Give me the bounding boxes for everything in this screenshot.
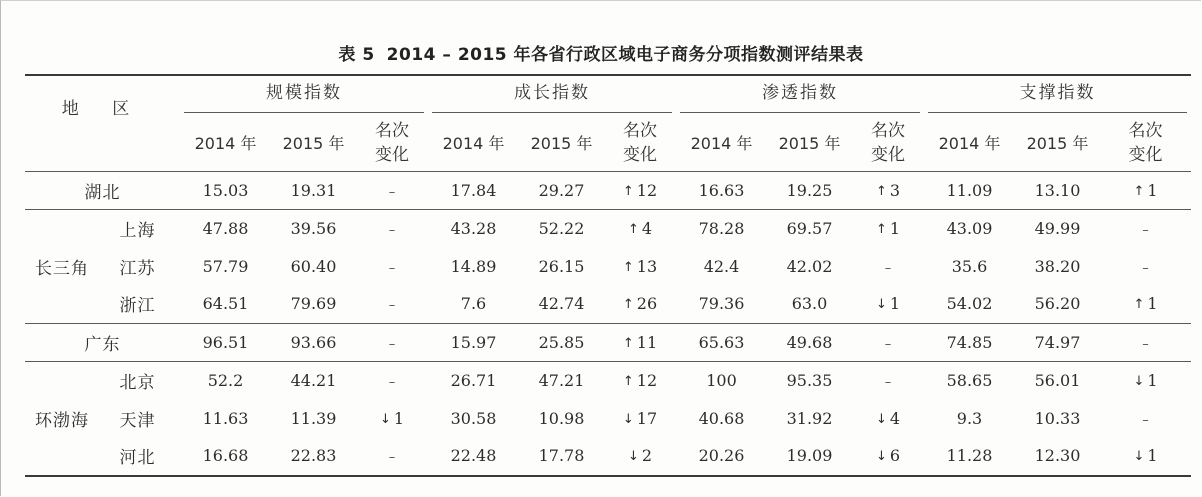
group-header-support-label: 支撑指数 — [928, 78, 1187, 113]
value-2014-scale: 16.68 — [202, 446, 249, 466]
group-header-growth — [428, 75, 676, 115]
value-2015-penetration: 95.35 — [786, 371, 833, 391]
rank-change-value: 17 — [636, 408, 658, 428]
rank-change-none: – — [388, 298, 396, 314]
rank-change-value: 4 — [889, 408, 901, 428]
subheader-rank-change-scale — [356, 115, 428, 171]
group-header-scale-label: 规模指数 — [184, 78, 424, 113]
rank-change-none: – — [1142, 260, 1149, 276]
table-row — [25, 248, 1191, 286]
arrow-down-icon: ↓ — [875, 297, 887, 313]
subheader-rank-change-support — [1100, 115, 1191, 171]
rank-change-line2: 变化 — [1128, 144, 1163, 165]
arrow-up-icon: ↑ — [875, 183, 887, 199]
region-name: 江苏 — [119, 258, 156, 279]
rank-change-penetration — [852, 323, 924, 362]
value-2015-scale: 19.31 — [290, 180, 337, 200]
value-2015-support: 56.20 — [1034, 294, 1081, 314]
value-2014-growth: 7.6 — [460, 294, 487, 314]
arrow-down-icon: ↓ — [627, 449, 639, 465]
rank-change-growth — [604, 285, 676, 323]
sub-header-row — [25, 115, 1191, 171]
arrow-down-icon: ↓ — [1133, 374, 1145, 390]
value-2015-penetration: 19.25 — [786, 180, 833, 200]
value-2014-scale: 52.2 — [207, 371, 244, 391]
rank-change-none: – — [388, 260, 396, 276]
rank-change-support — [1100, 210, 1191, 248]
table-body — [25, 171, 1191, 476]
rank-change-penetration — [852, 285, 924, 323]
value-2014-scale: 64.51 — [202, 294, 249, 314]
table-caption: 2014 – 2015 年各省行政区域电子商务分项指数测评结果表 — [386, 45, 864, 65]
value-2014-support: 58.65 — [946, 371, 993, 391]
rank-change-none: – — [388, 450, 396, 466]
value-2015-penetration: 31.92 — [786, 408, 833, 428]
value-2014-penetration: 65.63 — [698, 332, 745, 352]
value-2015-support: 49.99 — [1034, 219, 1081, 239]
table-row — [25, 400, 1191, 438]
arrow-up-icon: ↑ — [1133, 297, 1145, 313]
value-2015-scale: 79.69 — [290, 294, 337, 314]
value-2015-scale: 11.39 — [290, 408, 337, 428]
value-2015-growth: 52.22 — [538, 219, 585, 239]
group-header-penetration-label: 渗透指数 — [680, 78, 920, 113]
value-2014-growth: 26.71 — [450, 371, 497, 391]
group-header-growth-label: 成长指数 — [432, 78, 672, 113]
arrow-up-icon: ↑ — [622, 374, 634, 390]
value-2015-growth: 17.78 — [538, 446, 585, 466]
region-name: 河北 — [119, 448, 156, 469]
value-2015-scale: 93.66 — [290, 332, 337, 352]
value-2014-growth: 15.97 — [450, 332, 497, 352]
arrow-up-icon: ↑ — [1133, 183, 1145, 199]
rank-change-value: 4 — [641, 219, 653, 239]
value-2015-penetration: 19.09 — [786, 446, 833, 466]
value-2014-penetration: 42.4 — [703, 256, 740, 276]
rank-change-value: 2 — [641, 446, 653, 466]
rank-change-growth — [604, 171, 676, 210]
rank-change-support — [1100, 248, 1191, 286]
value-2014-penetration: 79.36 — [698, 294, 745, 314]
table-row — [25, 362, 1191, 400]
rank-change-growth — [604, 323, 676, 362]
subheader-2015-scale: 2015 年 — [282, 134, 345, 154]
value-2015-support: 56.01 — [1034, 371, 1081, 391]
rank-change-value: 11 — [636, 332, 658, 352]
value-2014-penetration: 40.68 — [698, 408, 745, 428]
value-2014-penetration: 16.63 — [698, 180, 745, 200]
value-2015-scale: 44.21 — [290, 371, 337, 391]
value-2014-support: 11.28 — [946, 446, 993, 466]
rank-change-line2: 变化 — [623, 144, 657, 165]
rank-change-scale — [356, 210, 428, 248]
region-group-name: 长三角 — [25, 210, 95, 324]
subheader-rank-change-penetration — [852, 115, 924, 171]
value-2014-growth: 17.84 — [450, 180, 497, 200]
arrow-down-icon: ↓ — [875, 449, 887, 465]
rank-change-support — [1100, 323, 1191, 362]
value-2014-support: 74.85 — [946, 332, 993, 352]
subheader-2015-penetration: 2015 年 — [778, 134, 841, 154]
region-group-name: 环渤海 — [35, 410, 89, 431]
table-row — [25, 171, 1191, 210]
rank-change-none: – — [1142, 223, 1149, 239]
rank-change-line1: 名次 — [375, 120, 409, 141]
value-2015-growth: 25.85 — [538, 332, 585, 352]
rank-change-growth — [604, 210, 676, 248]
group-header-penetration — [676, 75, 924, 115]
group-header-scale — [180, 75, 428, 115]
rank-change-growth — [604, 248, 676, 286]
subheader-2015-growth: 2015 年 — [530, 134, 593, 154]
value-2015-growth: 29.27 — [538, 180, 585, 200]
rank-change-scale — [356, 362, 428, 400]
value-2014-growth: 30.58 — [450, 408, 497, 428]
rank-change-penetration — [852, 210, 924, 248]
arrow-up-icon: ↑ — [622, 183, 634, 199]
value-2014-growth: 43.28 — [450, 219, 497, 239]
value-2014-scale: 11.63 — [202, 408, 249, 428]
rank-change-scale — [356, 437, 428, 476]
value-2014-support: 54.02 — [946, 294, 993, 314]
subheader-2014-scale: 2014 年 — [194, 134, 257, 154]
value-2015-penetration: 42.02 — [786, 256, 833, 276]
subheader-2014-growth: 2014 年 — [442, 134, 505, 154]
rank-change-support — [1100, 285, 1191, 323]
rank-change-support — [1100, 437, 1191, 476]
rank-change-penetration — [852, 437, 924, 476]
rank-change-growth — [604, 362, 676, 400]
rank-change-label — [375, 119, 409, 167]
rank-change-scale — [356, 285, 428, 323]
rank-change-value: 1 — [1147, 180, 1158, 200]
arrow-down-icon: ↓ — [379, 411, 391, 427]
rank-change-penetration — [852, 171, 924, 210]
region-header: 地 区 — [25, 75, 180, 171]
region-name: 天津 — [119, 410, 156, 431]
arrow-up-icon: ↑ — [622, 335, 634, 351]
value-2015-growth: 10.98 — [538, 408, 585, 428]
rank-change-none: – — [1142, 412, 1149, 428]
rank-change-value: 1 — [889, 219, 901, 239]
rank-change-value: 6 — [889, 446, 901, 466]
rank-change-value: 3 — [889, 180, 901, 200]
region-name: 北京 — [119, 373, 156, 394]
rank-change-support — [1100, 400, 1191, 438]
rank-change-value: 12 — [636, 371, 658, 391]
arrow-down-icon: ↓ — [1133, 449, 1145, 465]
value-2015-penetration: 69.57 — [786, 219, 833, 239]
subheader-2014-penetration: 2014 年 — [690, 134, 753, 154]
subheader-2015-support: 2015 年 — [1026, 134, 1089, 154]
rank-change-none: – — [884, 260, 892, 276]
value-2015-scale: 39.56 — [290, 219, 337, 239]
table-row — [25, 210, 1191, 248]
rank-change-none: – — [388, 375, 396, 391]
value-2015-penetration: 63.0 — [791, 294, 828, 314]
value-2015-support: 74.97 — [1034, 332, 1081, 352]
rank-change-penetration — [852, 362, 924, 400]
rank-change-growth — [604, 437, 676, 476]
value-2015-growth: 26.15 — [538, 256, 585, 276]
arrow-down-icon: ↓ — [622, 411, 634, 427]
value-2014-penetration: 78.28 — [698, 219, 745, 239]
value-2014-scale: 57.79 — [202, 256, 249, 276]
rank-change-value: 1 — [1147, 371, 1158, 391]
value-2015-scale: 60.40 — [290, 256, 337, 276]
table-title — [0, 40, 1202, 65]
rank-change-line1: 名次 — [623, 120, 657, 141]
rank-change-scale — [356, 323, 428, 362]
rank-change-penetration — [852, 248, 924, 286]
subheader-2014-support: 2014 年 — [938, 134, 1001, 154]
rank-change-value: 1 — [393, 408, 405, 428]
rank-change-value: 13 — [636, 256, 658, 276]
value-2015-support: 13.10 — [1034, 180, 1081, 200]
rank-change-support — [1100, 362, 1191, 400]
region-name: 湖北 — [84, 182, 121, 203]
rank-change-none: – — [884, 375, 892, 391]
value-2014-growth: 14.89 — [450, 256, 497, 276]
rank-change-scale — [356, 248, 428, 286]
rank-change-scale — [356, 171, 428, 210]
value-2014-support: 11.09 — [946, 180, 993, 200]
rank-change-none: – — [388, 184, 396, 200]
group-header-support — [924, 75, 1191, 115]
region-name: 上海 — [119, 221, 156, 242]
value-2014-support: 9.3 — [956, 408, 983, 428]
value-2015-scale: 22.83 — [290, 446, 337, 466]
arrow-up-icon: ↑ — [627, 222, 639, 238]
region-name: 浙江 — [119, 296, 156, 317]
rank-change-line1: 名次 — [1128, 120, 1163, 141]
value-2015-growth: 47.21 — [538, 371, 585, 391]
rank-change-line2: 变化 — [871, 144, 905, 165]
rank-change-value: 12 — [636, 180, 658, 200]
value-2015-support: 38.20 — [1034, 256, 1081, 276]
rank-change-label — [871, 119, 905, 167]
value-2014-scale: 96.51 — [202, 332, 249, 352]
value-2015-support: 12.30 — [1034, 446, 1081, 466]
value-2014-growth: 22.48 — [450, 446, 497, 466]
rank-change-line1: 名次 — [871, 120, 905, 141]
value-2014-penetration: 100 — [706, 371, 737, 391]
index-table — [25, 74, 1191, 477]
rank-change-none: – — [388, 223, 396, 239]
value-2014-support: 43.09 — [946, 219, 993, 239]
rank-change-value: 1 — [889, 294, 901, 314]
rank-change-label — [1129, 119, 1163, 167]
arrow-up-icon: ↑ — [875, 222, 887, 238]
rank-change-penetration — [852, 400, 924, 438]
rank-change-value: 26 — [636, 294, 658, 314]
rank-change-line2: 变化 — [375, 144, 409, 165]
rank-change-none: – — [1142, 336, 1149, 352]
value-2014-support: 35.6 — [951, 256, 988, 276]
table-row — [25, 437, 1191, 476]
value-2014-scale: 47.88 — [202, 219, 249, 239]
value-2014-penetration: 20.26 — [698, 446, 745, 466]
arrow-up-icon: ↑ — [622, 259, 634, 275]
rank-change-none: – — [388, 336, 396, 352]
value-2015-support: 10.33 — [1034, 408, 1081, 428]
arrow-up-icon: ↑ — [622, 297, 634, 313]
region-name: 广东 — [84, 334, 121, 355]
rank-change-support — [1100, 171, 1191, 210]
rank-change-value: 1 — [1147, 446, 1158, 466]
value-2015-penetration: 49.68 — [786, 332, 833, 352]
arrow-down-icon: ↓ — [875, 411, 887, 427]
table-row — [25, 323, 1191, 362]
table-row — [25, 285, 1191, 323]
table-number: 表 5 — [338, 45, 375, 65]
rank-change-value: 1 — [1147, 294, 1158, 314]
rank-change-none: – — [884, 336, 892, 352]
rank-change-growth — [604, 400, 676, 438]
rank-change-label — [623, 119, 657, 167]
subheader-rank-change-growth — [604, 115, 676, 171]
value-2015-growth: 42.74 — [538, 294, 585, 314]
rank-change-scale — [356, 400, 428, 438]
value-2014-scale: 15.03 — [202, 180, 249, 200]
